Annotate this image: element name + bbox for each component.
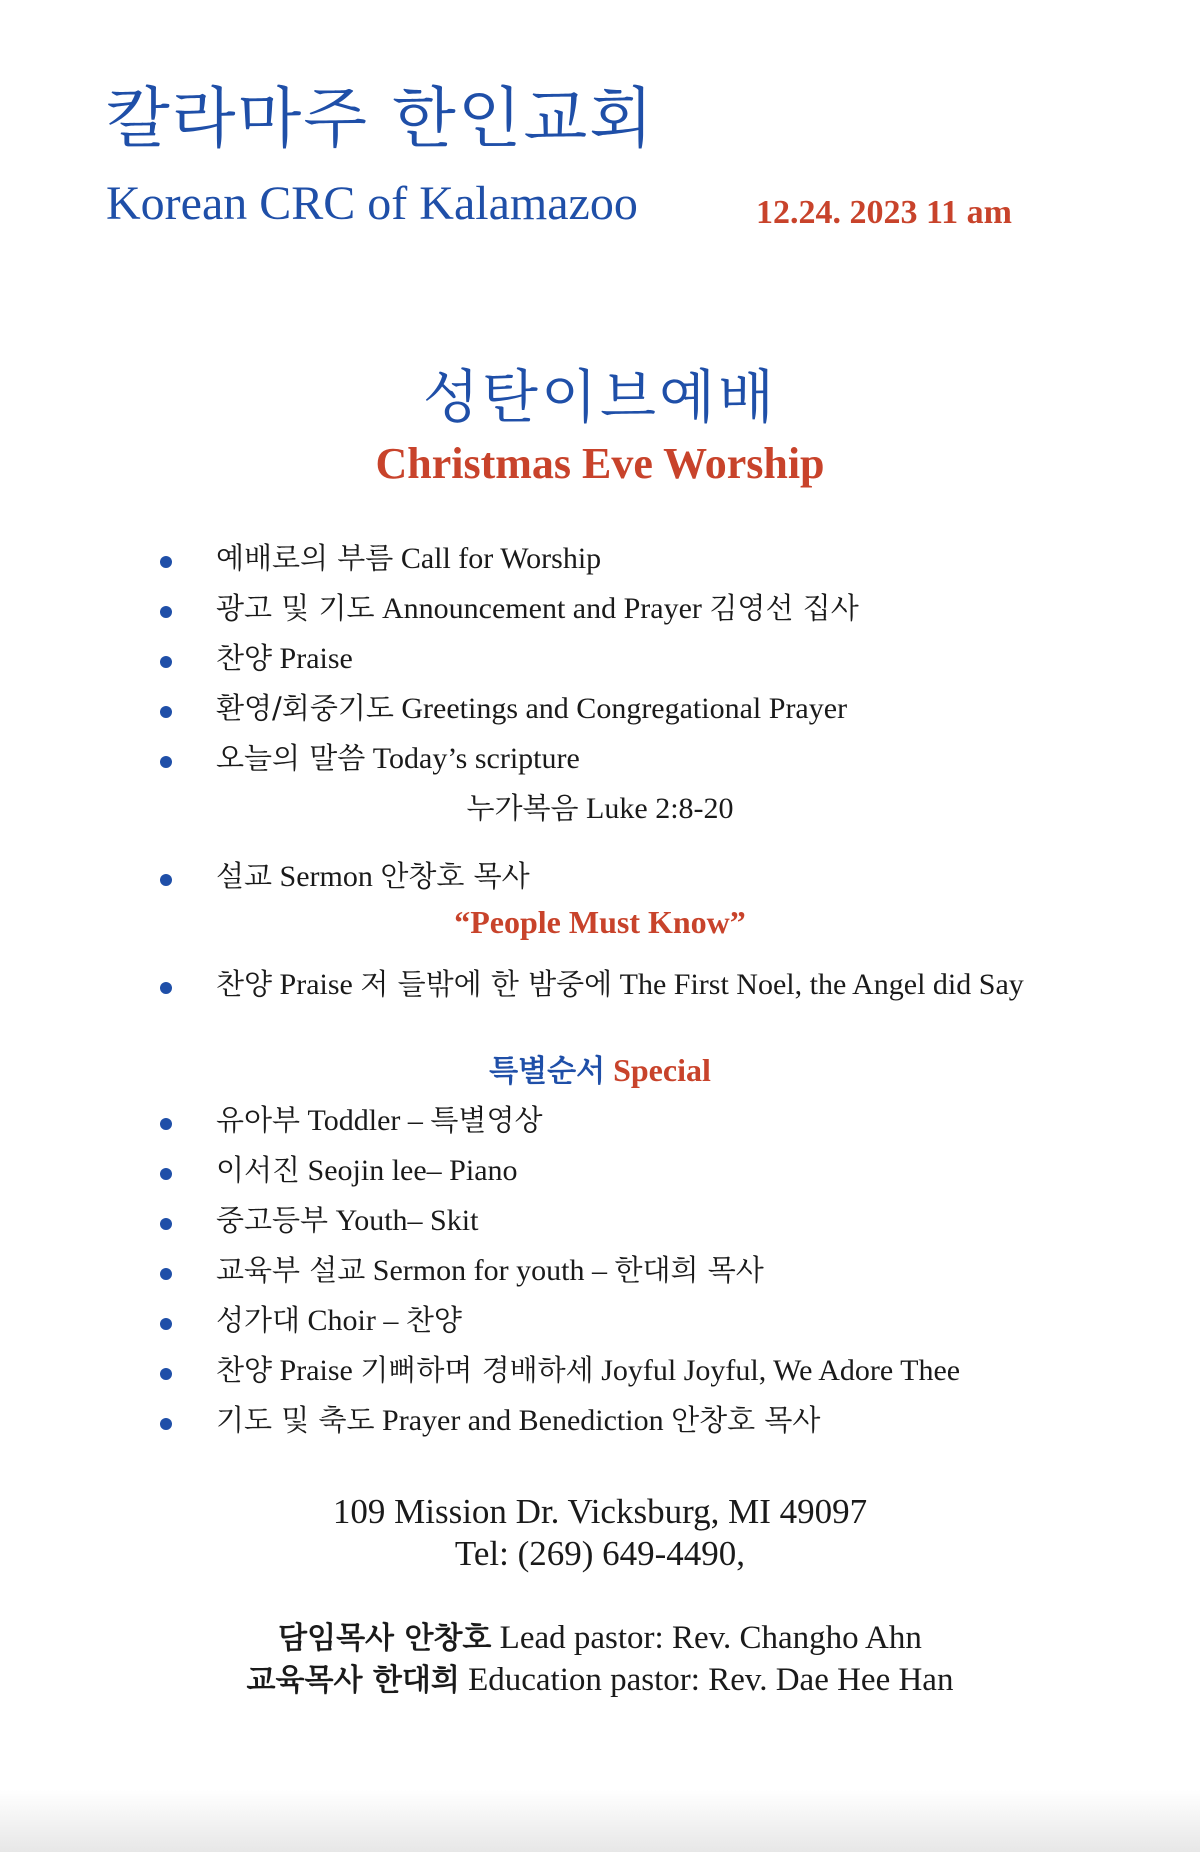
bullet-icon [160,982,172,994]
bullet-icon [160,1218,172,1230]
bullet-icon [160,1168,172,1180]
church-phone: Tel: (269) 649-4490, [454,1534,746,1573]
bullet-icon [160,706,172,718]
lead-pastor: 담임목사 안창호 Lead pastor: Rev. Changho Ahn [278,1620,922,1656]
bullet-icon [160,656,172,668]
bulletin-page: 칼라마주 한인교회 Korean CRC of Kalamazoo 12.24. 2023 11 am 성탄이브예배 Christmas Eve Worship 예배로의 부름 Call for Worship 광고 및 기도 Announcement and Prayer 김영선 집사 찬양 Praise 환영/회중기도 Greetings and Congregational Prayer 오늘의 말씀 Today’s scripture 누가복음 Luke 2:8-20 설교 Sermon 안창호 목사 “People Must Know” 찬양 Praise 저 들밖에 한 밤중에 The First Noel, the Angel did Say 특별순서 Special 유아부 Toddler – 특별영상 이서진 Seojin lee– Piano 중고등부 Youth– Skit 교육부 설교 Sermon for youth – 한대희 목사 성가대 Choir – 찬양 찬양 Praise 기뻐하며 경배하세 Joyful Joyful, We Adore Thee 기도 및 축도 Prayer and Benediction 안창호 목사 109 Mission Dr. Vicksburg, MI 49097 Tel: (269) 649-4490, 담임목사 안창호 Lead pastor: Rev. Changho Ahn 교육목사 한대희 Education pastor: Rev. Dae Hee Han [0,0,1200,1852]
church-name-english: Korean CRC of Kalamazoo [106,177,638,230]
bullet-icon [160,556,172,568]
church-name-korean: 칼라마주 한인교회 [106,80,656,157]
bullet-icon [160,1268,172,1280]
education-pastor: 교육목사 한대희 Education pastor: Rev. Dae Hee Han [246,1662,954,1698]
bullet-icon [160,1118,172,1130]
service-title-english: Christmas Eve Worship [375,439,825,488]
bullet-icon [160,874,172,886]
page-edge-shadow [0,1790,1200,1852]
sermon-title: “People Must Know” [454,904,746,940]
bullet-icon [160,1368,172,1380]
service-title-korean: 성탄이브예배 [422,363,778,431]
bullet-icon [160,1418,172,1430]
scripture-reference: 누가복음 Luke 2:8-20 [466,791,734,825]
church-address: 109 Mission Dr. Vicksburg, MI 49097 [332,1492,868,1531]
service-date-time: 12.24. 2023 11 am [756,194,1012,231]
bullet-icon [160,756,172,768]
bullet-icon [160,1318,172,1330]
special-heading: 특별순서 Special [489,1052,711,1089]
bullet-icon [160,606,172,618]
